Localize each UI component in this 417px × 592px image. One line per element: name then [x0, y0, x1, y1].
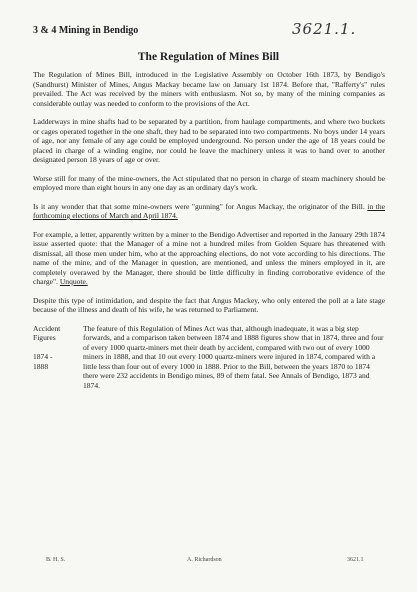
document-title: The Regulation of Mines Bill: [137, 51, 280, 63]
paragraph-4: [33, 202, 385, 221]
label-line: Figures: [33, 333, 56, 342]
paragraph-5: [33, 230, 385, 287]
paragraph-1: The Regulation of Mines Bill, introduced in the Legislative Assembly on October 16th 1873, by Bendigo's (Sandhurst) Minister of Mines, Angus Mackay became law on January 1st 1874. Before that, "Rafferty's" rules prevailed. The Act was received by the miners with enthusiasm. Not so, by many of the mining companies as considerable outlay was needed to conform to the provisions of the Act.: [33, 70, 385, 108]
label-line: 1874 -: [33, 352, 53, 361]
label-line: 1888: [33, 361, 49, 371]
paragraph-2: Ladderways in mine shafts had to be separated by a partition, from haulage compartments, and where two buckets or cages operated together in the one shaft, they had to be separated into two compartments. No boys under 14 years of age, nor any female of any age could be employed underground. No person under the age of 18 years could be placed in charge of a winding engine, nor could he leave the machinery unless it was to hand over to another designated person 18 years of age or over.: [33, 117, 385, 164]
handwritten-reference: 3621.1.: [292, 20, 357, 38]
paragraph-4-text: Is it any wonder that that some mine-owners were "gunning" for Angus Mackay, the originator of the Bill.: [33, 201, 365, 211]
paragraph-5-text: For example, a letter, apparently written by a miner to the Bendigo Advertiser and reported in the January 29th 1874 issue asserted quote: that the Manager of a mine not a hundred miles from Golden Square has threatened with dismissal, all those men under him, who at the approaching elections, do not vote according to his directions. The name of the mine, and of the Manager in question, are mentioned, and unless the miners employed in it, are completely overawed by the Manager, there should be little difficulty in finding corroborative evidence of the charge".: [33, 229, 385, 286]
footer-left: B. H. S.: [46, 557, 66, 563]
paragraph-5-underlined: Unquote.: [59, 277, 88, 286]
accident-figures-text: The feature of this Regulation of Mines Act was that, although inadequate, it was a big step forwards, and a comparison taken between 1874 and 1888 figures show that in 1874, three and four of every 1000 quartz-miners met their death by accident, compared with two out of every 1000 miners in 1888, and that 10 out every 1000 quartz-miners were injured in 1874, compared with a little less than four out of every 1000 in 1888. Prior to the Bill, between the years 1870 to 1874 there were 232 accidents in Bendigo mines, 89 of them fatal. See Annals of Bendigo, 1873 and 1874.: [83, 323, 384, 390]
paragraph-4-underlined: in the forthcoming elections of March and April 1874.: [33, 201, 386, 220]
paragraph-3: Worse still for many of the mine-owners, the Act stipulated that no person in charge of steam machinery should be employed more than eight hours in any one day as an ordinary day's work.: [33, 173, 385, 192]
accident-figures-label: [33, 324, 71, 391]
accident-figures-section: [33, 324, 385, 391]
document-body: [33, 70, 385, 390]
section-header: 3 & 4 Mining in Bendigo: [33, 25, 139, 36]
paragraph-6: Despite this type of intimidation, and despite the fact that Angus Mackey, who only entered the poll at a late stage because of the illness and death of his wife, he was returned to Parliament.: [33, 295, 385, 314]
footer-center: A. Richardson: [187, 557, 222, 563]
footer-right: 3621.1: [347, 557, 364, 563]
label-line: Accident: [33, 323, 61, 333]
